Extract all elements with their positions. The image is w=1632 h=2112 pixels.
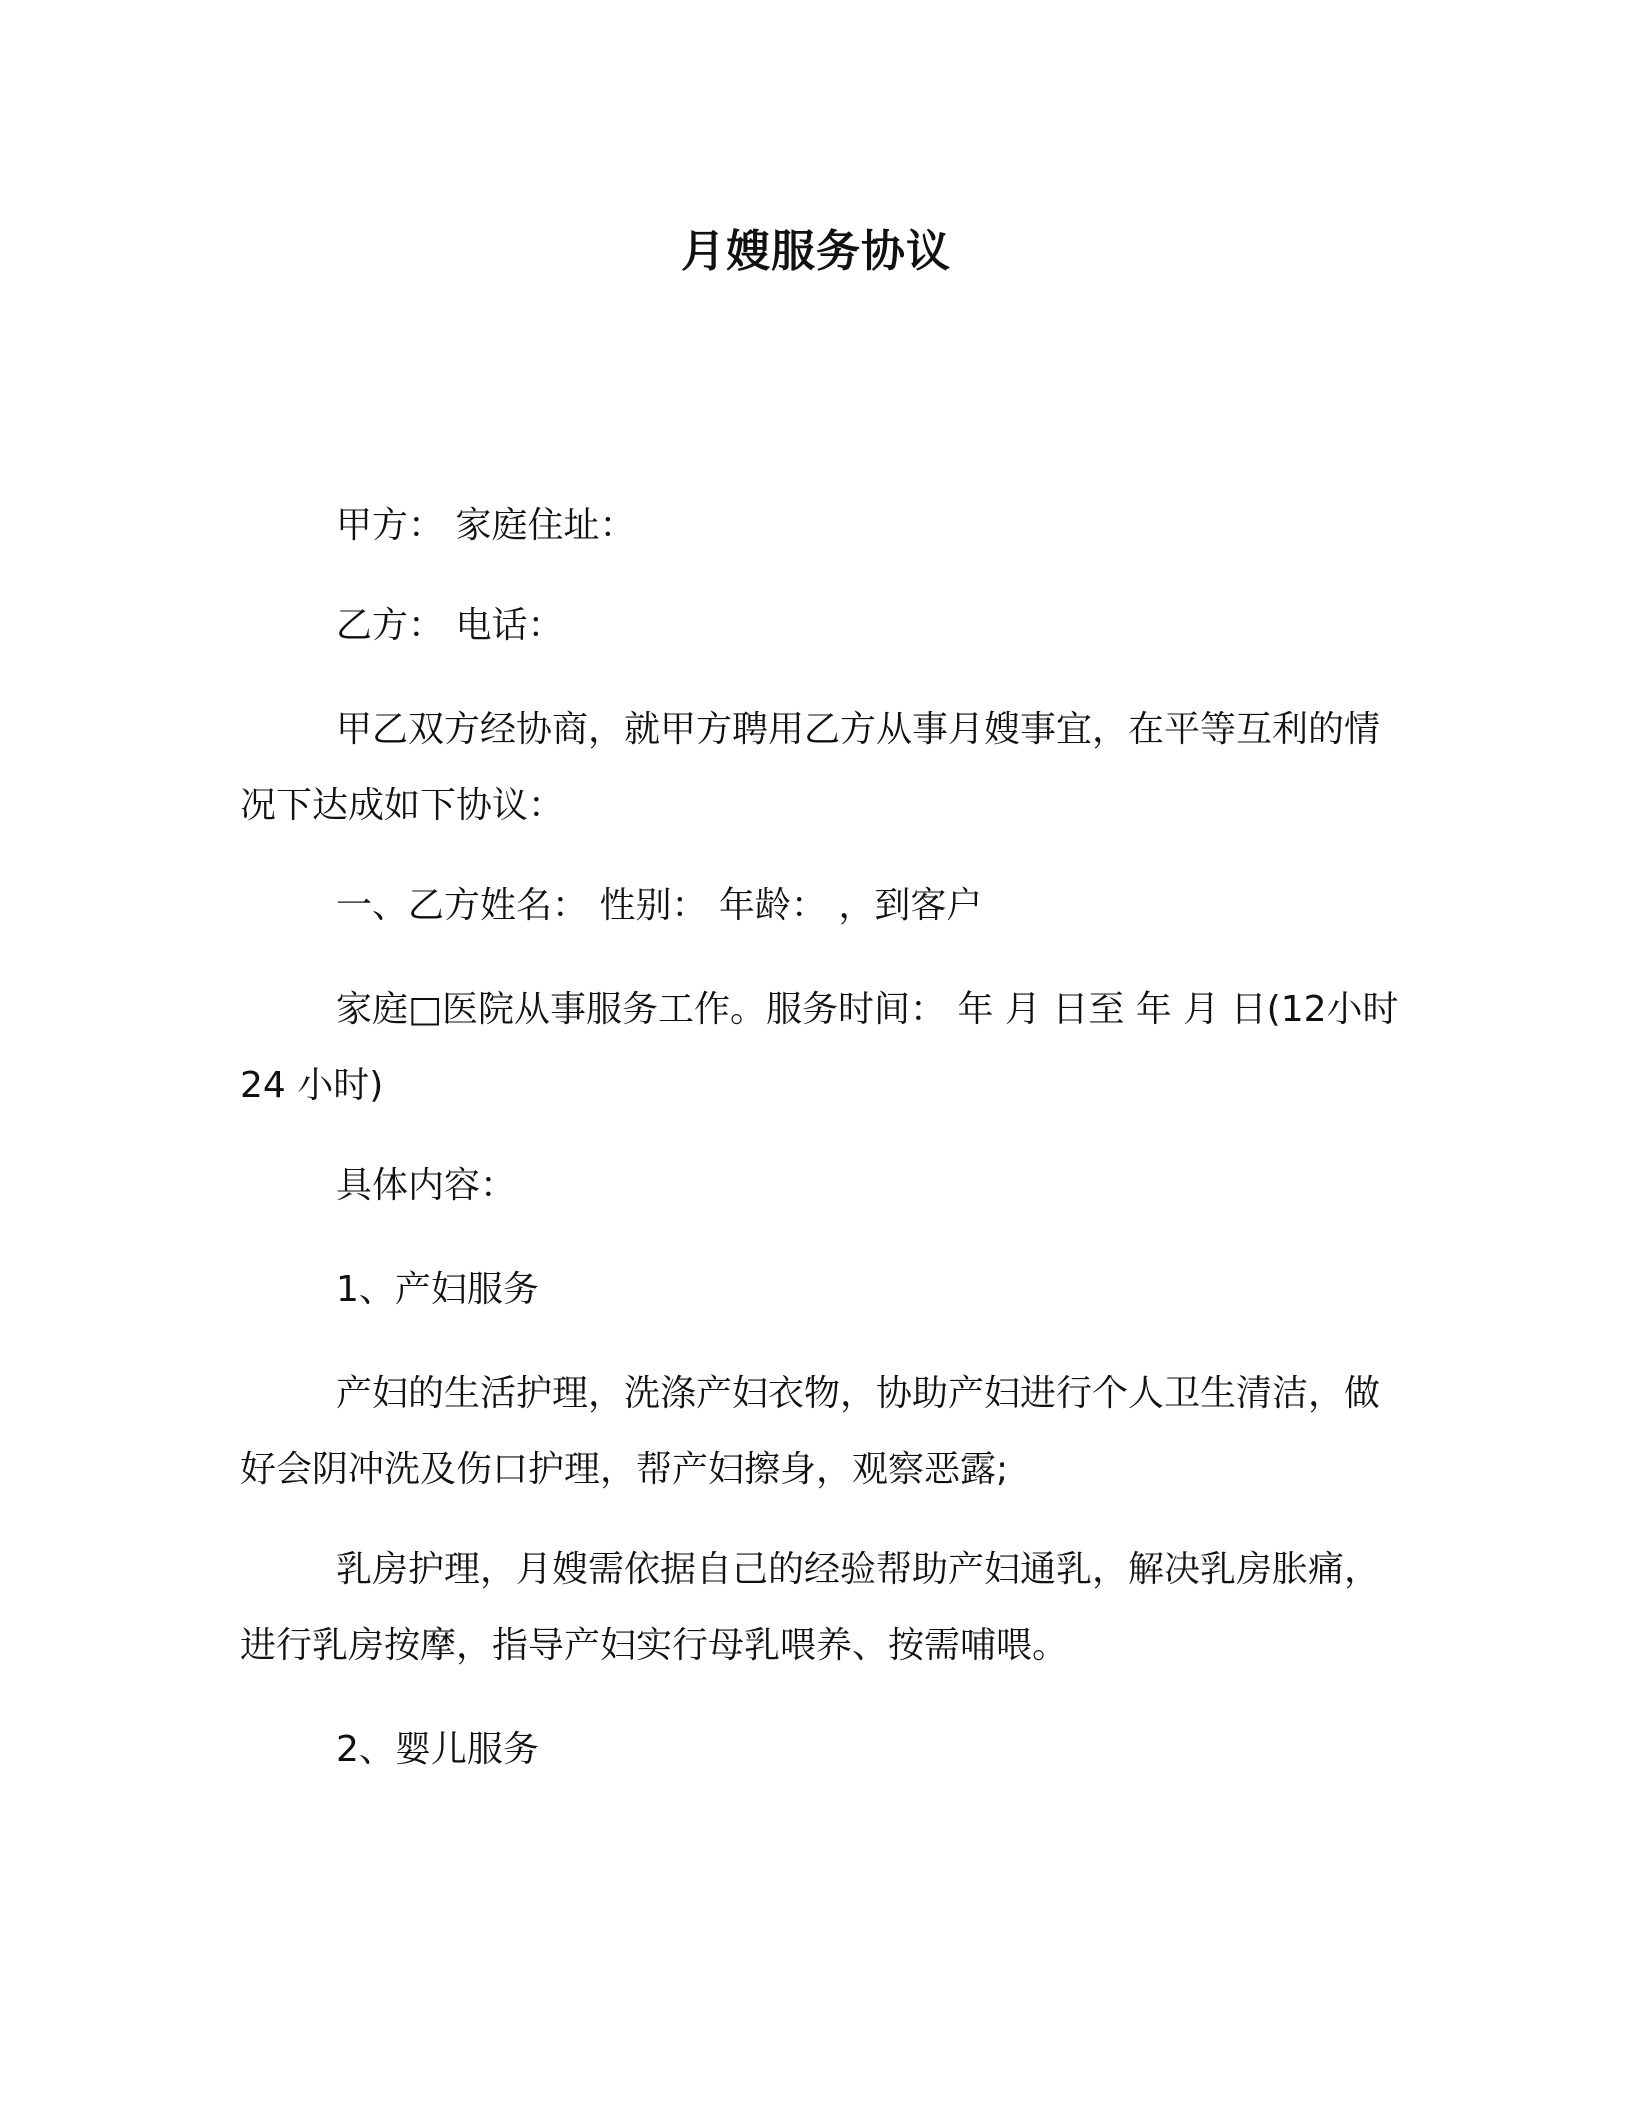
party-b-line: 乙方： 电话：	[336, 605, 564, 646]
document-title: 月嫂服务协议	[681, 226, 951, 277]
preamble-paragraph: 甲乙双方经协商，就甲方聘用乙方从事月嫂事宜，在平等互利的情况下达成如下协议：	[240, 709, 1381, 826]
service-time-paragraph: 家庭□医院从事服务工作。服务时间： 年 月 日至 年 月 日(12小时 24 小时)	[240, 989, 1399, 1106]
clause-one-line: 一、乙方姓名： 性别： 年龄： ，到客户	[336, 885, 983, 926]
section-maternal-heading: 1、产妇服务	[336, 1269, 539, 1310]
section-infant-heading: 2、婴儿服务	[336, 1729, 539, 1770]
maternal-care-paragraph: 产妇的生活护理，洗涤产妇衣物，协助产妇进行个人卫生清洁，做好会阴冲洗及伤口护理，帮产妇擦身，观察恶露;	[240, 1373, 1381, 1490]
party-a-line: 甲方： 家庭住址：	[336, 505, 636, 546]
breast-care-paragraph: 乳房护理，月嫂需依据自己的经验帮助产妇通乳，解决乳房胀痛，进行乳房按摩，指导产妇实行母乳喂养、按需哺喂。	[240, 1549, 1381, 1666]
details-heading: 具体内容：	[336, 1165, 517, 1206]
